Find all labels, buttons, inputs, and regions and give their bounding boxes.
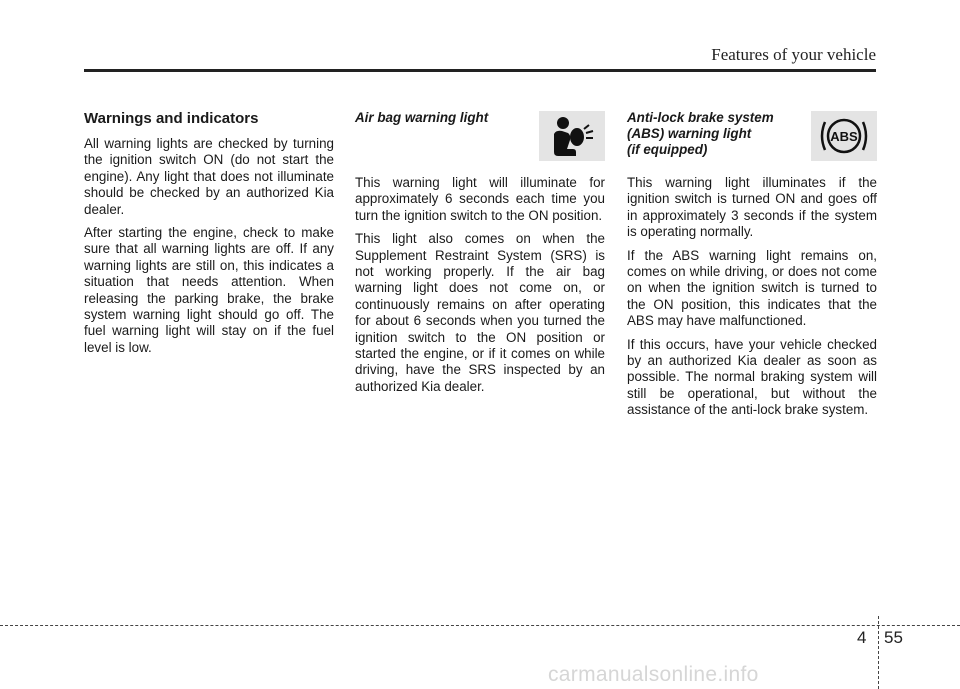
airbag-warning-icon (539, 111, 605, 161)
chapter-number: 4 (857, 628, 867, 647)
column-airbag (355, 110, 605, 402)
abs-heading-block (627, 110, 877, 164)
column-warnings (84, 110, 334, 363)
sub-heading: Anti-lock brake system (ABS) warning light (if equipped) (627, 110, 774, 157)
paragraph: If this occurs, have your vehicle checked by an authorized Kia dealer as soon as possible. The normal braking system will still be operational, but without the assistance of the anti-lock brake system. (627, 336, 877, 418)
abs-icon-text: ABS (830, 129, 858, 144)
sub-heading: Air bag warning light (355, 110, 489, 125)
paragraph: All warning lights are checked by turning the ignition switch ON (do not start the engine). Any light that does not illuminate should be checked by an authorized Kia dealer. (84, 136, 334, 217)
airbag-heading-block (355, 110, 605, 164)
page-header-title: Features of your vehicle (711, 45, 876, 64)
paragraph: This warning light will illuminate for approximately 6 seconds each time you turn the ignition switch to the ON position. (355, 175, 605, 223)
abs-warning-icon (811, 111, 877, 161)
section-heading: Warnings and indicators (84, 110, 259, 127)
paragraph: After starting the engine, check to make sure that all warning lights are off. If any warning lights are still on, this indicates a situation that needs attention. When releasing the parking brake, the brake system warning light should go off. The fuel warning light will stay on if the fuel level is low. (84, 225, 334, 355)
page-number: 55 (884, 628, 903, 647)
column-abs (627, 110, 877, 426)
footer-dashed-divider (878, 616, 879, 689)
paragraph: This light also comes on when the Supplement Restraint System (SRS) is not working properly. If the air bag warning light does not come on, or continuously remains on after operating for about 6 seconds when you turned the ignition switch to the ON position or started the engine, or if it comes on while driving, have the SRS inspected by an authorized Kia dealer. (355, 231, 605, 394)
header-rule (84, 69, 876, 72)
paragraph: If the ABS warning light remains on, comes on while driving, or does not come on when the ignition switch is turned to the ON position, this indicates that the ABS may have malfunctioned. (627, 247, 877, 329)
footer-dashed-rule (0, 625, 960, 626)
paragraph: This warning light illuminates if the ignition switch is turned ON and goes off in approximately 3 seconds if the system is operating normally. (627, 175, 877, 240)
watermark: carmanualsonline.info (548, 663, 759, 686)
